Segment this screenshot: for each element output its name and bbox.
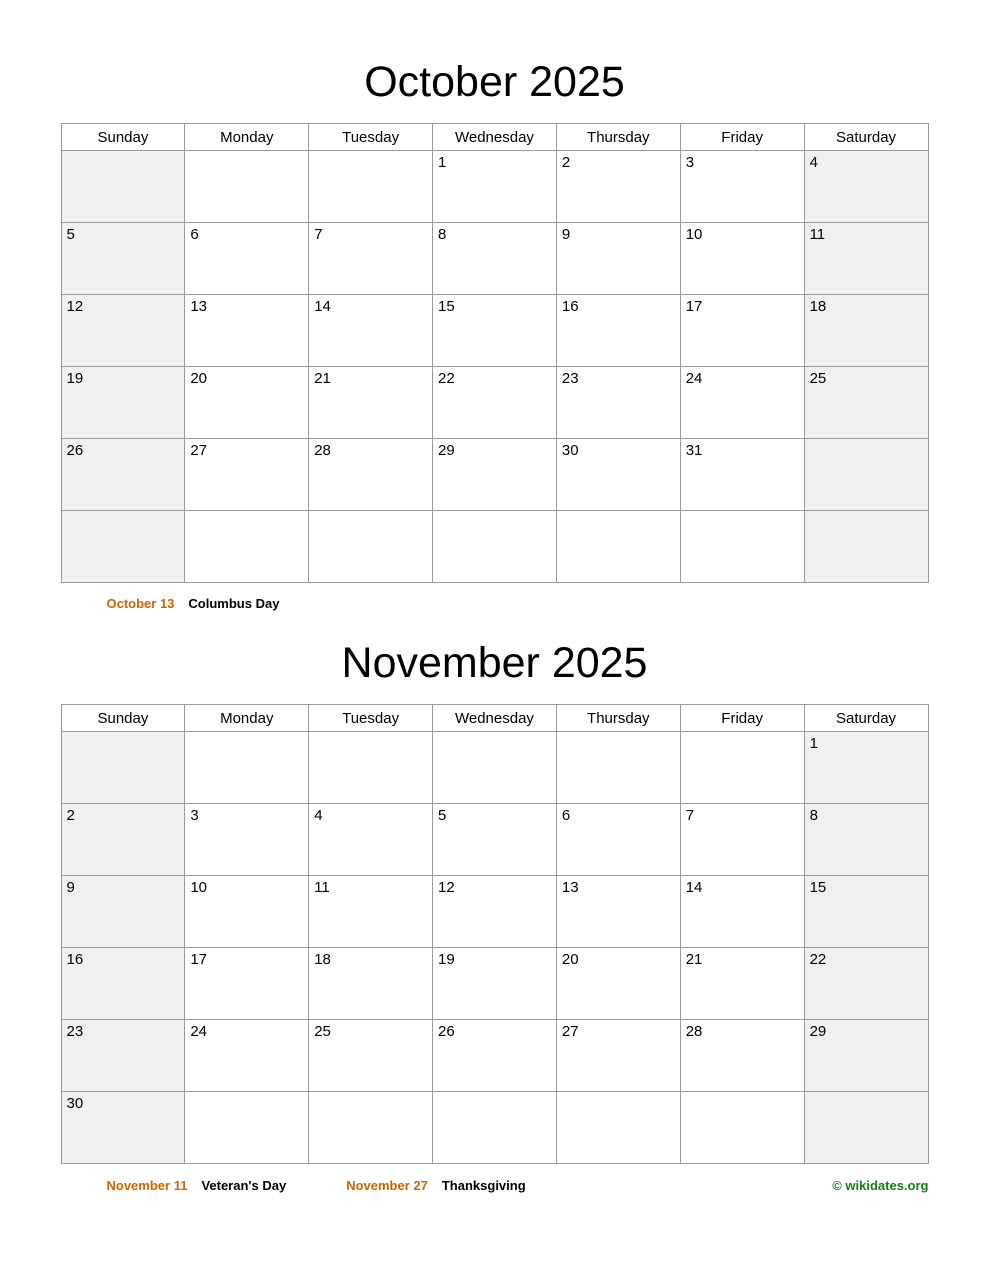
day-cell[interactable]: 5 [433, 804, 557, 876]
holiday-date: November 11 [106, 1178, 188, 1193]
day-cell[interactable]: 10 [680, 223, 804, 295]
day-cell[interactable] [185, 151, 309, 223]
day-cell[interactable]: 3 [185, 804, 309, 876]
weekday-header-friday: Friday [680, 705, 804, 732]
day-cell[interactable]: 26 [433, 1020, 557, 1092]
weekday-header-wednesday: Wednesday [433, 124, 557, 151]
day-cell[interactable]: 7 [680, 804, 804, 876]
day-cell[interactable] [309, 1092, 433, 1164]
calendar-week-row [61, 876, 928, 948]
day-cell[interactable]: 1 [804, 732, 928, 804]
day-cell[interactable]: 28 [309, 439, 433, 511]
holiday-list-november [61, 1164, 929, 1193]
day-cell[interactable]: 30 [61, 1092, 185, 1164]
day-cell[interactable]: 2 [61, 804, 185, 876]
day-cell[interactable]: 22 [804, 948, 928, 1020]
day-cell[interactable]: 16 [61, 948, 185, 1020]
month-block-november [0, 611, 989, 1193]
calendar-week-row [61, 732, 928, 804]
calendar-week-row [61, 295, 928, 367]
calendar-week-row [61, 511, 928, 583]
day-cell[interactable] [185, 511, 309, 583]
weekday-header-row [61, 705, 928, 732]
day-cell[interactable] [309, 151, 433, 223]
day-cell[interactable]: 14 [680, 876, 804, 948]
site-credit[interactable]: © wikidates.org [832, 1178, 929, 1193]
weekday-header-thursday: Thursday [556, 124, 680, 151]
calendar-week-row [61, 439, 928, 511]
day-cell[interactable]: 29 [433, 439, 557, 511]
day-cell[interactable] [680, 1092, 804, 1164]
calendar-week-row [61, 1092, 928, 1164]
day-cell[interactable] [556, 511, 680, 583]
day-cell[interactable]: 8 [433, 223, 557, 295]
day-cell[interactable]: 26 [61, 439, 185, 511]
day-cell[interactable]: 7 [309, 223, 433, 295]
day-cell[interactable]: 1 [433, 151, 557, 223]
calendar-week-row [61, 1020, 928, 1092]
day-cell[interactable] [680, 732, 804, 804]
day-cell[interactable]: 13 [185, 295, 309, 367]
day-cell[interactable]: 20 [185, 367, 309, 439]
day-cell[interactable]: 31 [680, 439, 804, 511]
page-title-october: October 2025 [364, 58, 625, 106]
day-cell[interactable]: 17 [680, 295, 804, 367]
day-cell[interactable]: 15 [433, 295, 557, 367]
calendar-week-row [61, 151, 928, 223]
day-cell[interactable] [309, 511, 433, 583]
day-cell[interactable]: 9 [61, 876, 185, 948]
day-cell[interactable]: 10 [185, 876, 309, 948]
month-block-october [0, 0, 989, 611]
day-cell[interactable]: 19 [61, 367, 185, 439]
calendar-week-row [61, 804, 928, 876]
day-cell[interactable]: 20 [556, 948, 680, 1020]
day-cell[interactable]: 23 [61, 1020, 185, 1092]
day-cell[interactable]: 3 [680, 151, 804, 223]
day-cell[interactable]: 11 [804, 223, 928, 295]
weekday-header-thursday: Thursday [556, 705, 680, 732]
day-cell[interactable]: 17 [185, 948, 309, 1020]
day-cell[interactable] [61, 732, 185, 804]
day-cell[interactable]: 24 [185, 1020, 309, 1092]
day-cell[interactable]: 18 [309, 948, 433, 1020]
day-cell[interactable]: 27 [556, 1020, 680, 1092]
day-cell[interactable] [185, 732, 309, 804]
weekday-header-friday: Friday [680, 124, 804, 151]
day-cell[interactable]: 22 [433, 367, 557, 439]
page-title-november: November 2025 [341, 639, 648, 687]
day-cell[interactable] [61, 511, 185, 583]
day-cell[interactable] [309, 732, 433, 804]
day-cell[interactable]: 27 [185, 439, 309, 511]
calendar-week-row [61, 223, 928, 295]
day-cell[interactable]: 24 [680, 367, 804, 439]
day-cell[interactable]: 23 [556, 367, 680, 439]
day-cell[interactable] [804, 439, 928, 511]
day-cell[interactable]: 21 [680, 948, 804, 1020]
weekday-header-wednesday: Wednesday [433, 705, 557, 732]
day-cell[interactable]: 13 [556, 876, 680, 948]
holiday-item [107, 1178, 287, 1193]
holiday-date: October 13 [106, 596, 175, 611]
weekday-header-saturday: Saturday [804, 124, 928, 151]
day-cell[interactable]: 16 [556, 295, 680, 367]
holiday-date: November 27 [346, 1178, 428, 1193]
day-cell[interactable]: 25 [309, 1020, 433, 1092]
day-cell[interactable] [804, 511, 928, 583]
weekday-header-saturday: Saturday [804, 705, 928, 732]
day-cell[interactable]: 2 [556, 151, 680, 223]
day-cell[interactable]: 4 [804, 151, 928, 223]
day-cell[interactable]: 8 [804, 804, 928, 876]
day-cell[interactable]: 21 [309, 367, 433, 439]
day-cell[interactable]: 28 [680, 1020, 804, 1092]
holiday-item [346, 1178, 525, 1193]
weekday-header-row [61, 124, 928, 151]
day-cell[interactable] [804, 1092, 928, 1164]
day-cell[interactable]: 29 [804, 1020, 928, 1092]
day-cell[interactable]: 18 [804, 295, 928, 367]
day-cell[interactable]: 19 [433, 948, 557, 1020]
day-cell[interactable] [556, 1092, 680, 1164]
holiday-name: Veteran's Day [201, 1178, 287, 1193]
holiday-name: Thanksgiving [441, 1178, 526, 1193]
day-cell[interactable]: 6 [556, 804, 680, 876]
day-cell[interactable]: 9 [556, 223, 680, 295]
weekday-header-sunday: Sunday [61, 705, 185, 732]
calendar-week-row [61, 948, 928, 1020]
day-cell[interactable] [433, 511, 557, 583]
weekday-header-tuesday: Tuesday [309, 705, 433, 732]
day-cell[interactable] [185, 1092, 309, 1164]
day-cell[interactable]: 4 [309, 804, 433, 876]
day-cell[interactable]: 15 [804, 876, 928, 948]
weekday-header-monday: Monday [185, 705, 309, 732]
holiday-name: Columbus Day [188, 596, 280, 611]
day-cell[interactable] [680, 511, 804, 583]
calendar-week-row [61, 367, 928, 439]
day-cell[interactable] [433, 732, 557, 804]
day-cell[interactable]: 14 [309, 295, 433, 367]
day-cell[interactable]: 6 [185, 223, 309, 295]
calendar-grid-october [61, 123, 929, 583]
holiday-list-october [61, 583, 929, 611]
day-cell[interactable]: 12 [61, 295, 185, 367]
weekday-header-tuesday: Tuesday [309, 124, 433, 151]
day-cell[interactable]: 25 [804, 367, 928, 439]
day-cell[interactable] [61, 151, 185, 223]
day-cell[interactable] [433, 1092, 557, 1164]
weekday-header-monday: Monday [185, 124, 309, 151]
day-cell[interactable]: 5 [61, 223, 185, 295]
holiday-item [107, 596, 280, 611]
day-cell[interactable]: 12 [433, 876, 557, 948]
day-cell[interactable]: 30 [556, 439, 680, 511]
calendar-grid-november [61, 704, 929, 1164]
day-cell[interactable]: 11 [309, 876, 433, 948]
day-cell[interactable] [556, 732, 680, 804]
weekday-header-sunday: Sunday [61, 124, 185, 151]
